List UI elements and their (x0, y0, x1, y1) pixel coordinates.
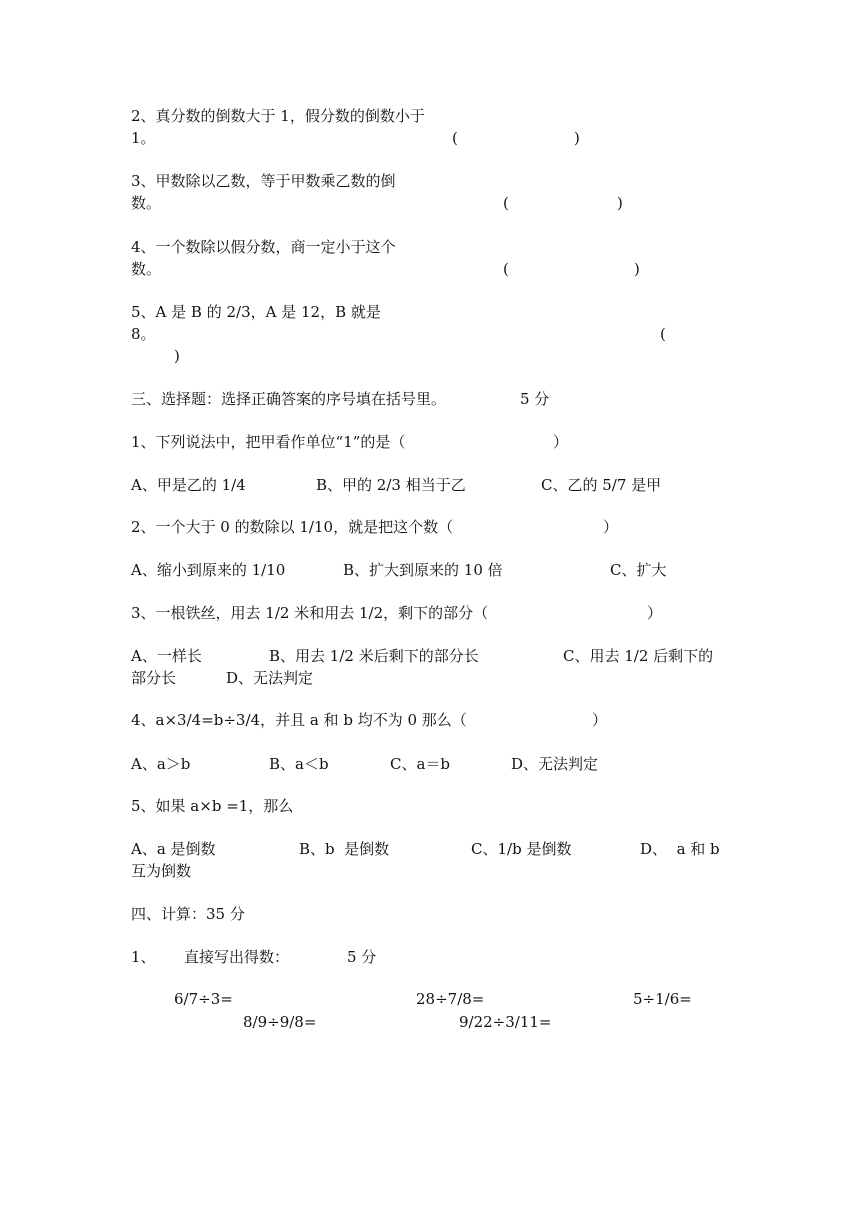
option-b[interactable]: B、a＜b (269, 755, 329, 773)
option-c[interactable]: C、a＝b (390, 755, 451, 773)
answer-paren-open[interactable]: ( (452, 129, 458, 147)
option-c[interactable]: C、1/b 是倒数 (471, 840, 572, 858)
question-stem: 5、如果 a×b =1，那么 (131, 797, 294, 815)
option-c[interactable]: C、乙的 5/7 是甲 (541, 476, 662, 494)
answer-paren-open[interactable]: ( (503, 194, 509, 212)
subsection-score: 5 分 (347, 948, 377, 966)
answer-paren-close: ） (592, 711, 608, 729)
calc-item[interactable]: 28÷7/8= (416, 990, 485, 1008)
question-stem: 4、a×3/4=b÷3/4，并且 a 和 b 均不为 0 那么（ (131, 711, 467, 729)
answer-paren-close: ） (647, 604, 663, 622)
option-d[interactable]: D、无法判定 (226, 669, 314, 687)
question-text-cont: 8。 (131, 325, 156, 343)
question-text: 2、真分数的倒数大于 1，假分数的倒数小于 (131, 107, 425, 125)
option-c[interactable]: C、扩大 (610, 561, 667, 579)
question-stem: 2、一个大于 0 的数除以 1/10，就是把这个数（ (131, 518, 454, 536)
answer-paren-close: ) (574, 129, 580, 147)
option-b[interactable]: B、b 是倒数 (299, 840, 390, 858)
answer-paren-close: ) (634, 260, 640, 278)
option-d[interactable]: D、无法判定 (511, 755, 599, 773)
calc-item[interactable]: 5÷1/6= (633, 990, 692, 1008)
question-text: 5、A 是 B 的 2/3，A 是 12，B 就是 (131, 303, 381, 321)
option-b[interactable]: B、甲的 2/3 相当于乙 (316, 476, 466, 494)
question-text-cont: 数。 (131, 260, 162, 278)
subsection-title: 直接写出得数： (184, 948, 290, 966)
subsection-number: 1、 (131, 948, 156, 966)
option-b[interactable]: B、用去 1/2 米后剩下的部分长 (269, 647, 479, 665)
option-c-cont: 部分长 (131, 669, 177, 687)
option-a[interactable]: A、a＞b (131, 755, 191, 773)
answer-paren-close: ) (174, 347, 180, 365)
calc-item[interactable]: 9/22÷3/11= (459, 1013, 552, 1031)
question-text: 3、甲数除以乙数，等于甲数乘乙数的倒 (131, 172, 396, 190)
option-a[interactable]: A、缩小到原来的 1/10 (131, 561, 286, 579)
option-d-cont: 互为倒数 (131, 862, 192, 880)
option-c[interactable]: C、用去 1/2 后剩下的 (563, 647, 714, 665)
option-a[interactable]: A、甲是乙的 1/4 (131, 476, 246, 494)
answer-paren-open[interactable]: ( (660, 325, 666, 343)
answer-paren-close: ） (603, 518, 619, 536)
section-heading-calc: 四、计算：35 分 (131, 905, 245, 923)
question-text-cont: 1。 (131, 129, 156, 147)
question-text-cont: 数。 (131, 194, 162, 212)
answer-paren-close: ) (617, 194, 623, 212)
question-stem: 1、下列说法中，把甲看作单位“1”的是（ (131, 433, 406, 451)
option-a[interactable]: A、a 是倒数 (131, 840, 216, 858)
question-text: 4、一个数除以假分数，商一定小于这个 (131, 238, 396, 256)
answer-paren-open[interactable]: ( (503, 260, 509, 278)
section-score: 5 分 (520, 390, 550, 408)
calc-item[interactable]: 6/7÷3= (174, 990, 233, 1008)
option-a[interactable]: A、一样长 (131, 647, 202, 665)
calc-item[interactable]: 8/9÷9/8= (243, 1013, 317, 1031)
answer-paren-close: ） (553, 433, 569, 451)
section-heading-choice: 三、选择题：选择正确答案的序号填在括号里。 (131, 390, 447, 408)
option-d[interactable]: D、 a 和 b (640, 840, 720, 858)
option-b[interactable]: B、扩大到原来的 10 倍 (343, 561, 503, 579)
question-stem: 3、一根铁丝，用去 1/2 米和用去 1/2，剩下的部分（ (131, 604, 489, 622)
